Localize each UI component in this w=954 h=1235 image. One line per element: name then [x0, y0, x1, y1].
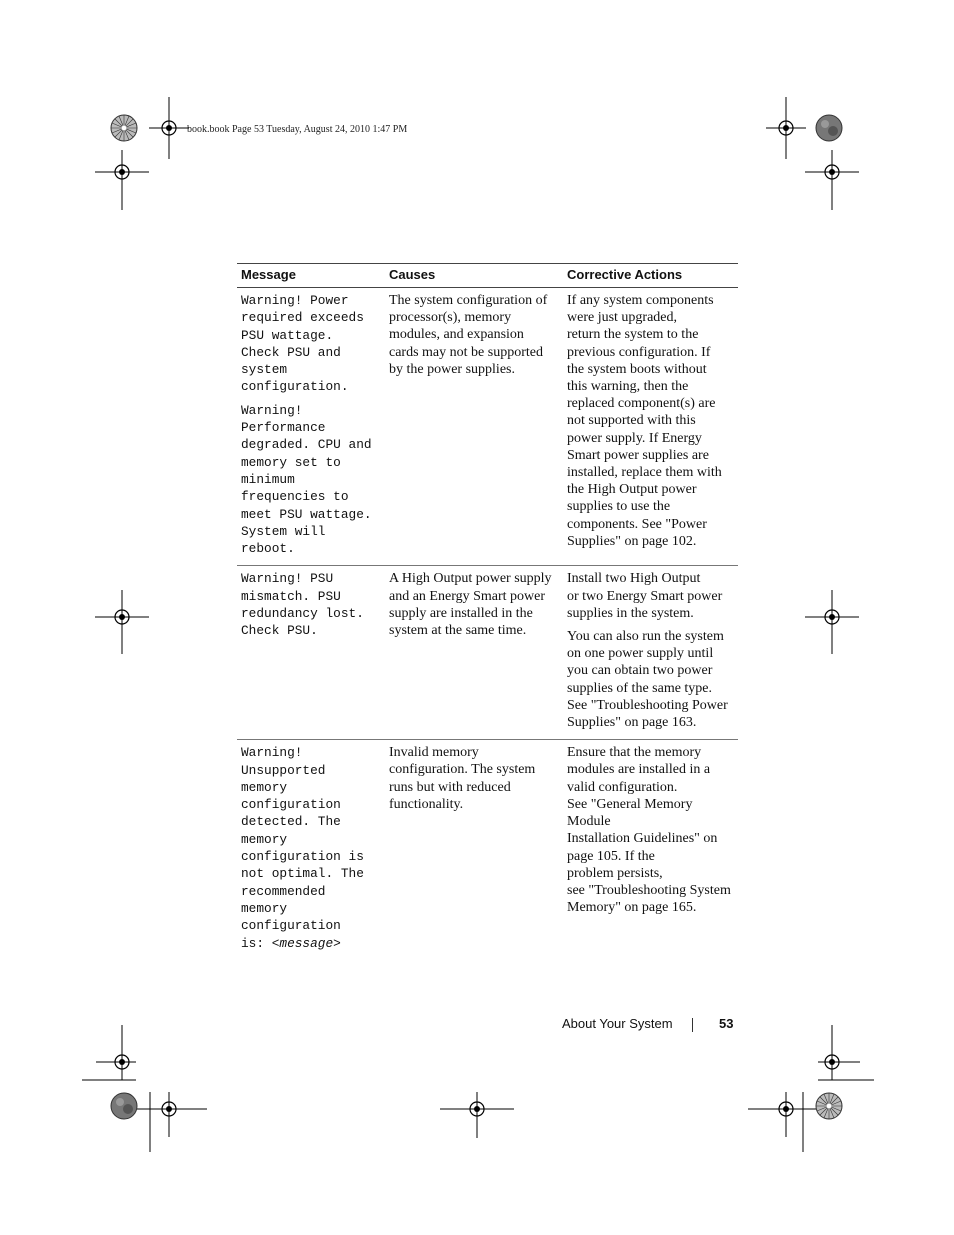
action-text: Ensure that the memory modules are installed in a valid configuration. See "General Memory Module Installation Guidelines" on page 105. If the problem persists, see "Troubleshooting System Memory" on page 165. [567, 745, 731, 916]
action-text: If any system components were just upgraded, return the system to the previous configuration. If the system boots without this warning, then the replaced component(s) are not supported with this power supply. If Energy Smart power supplies are installed, replace them with the High Output power supplies to use the components. See "Power Supplies" on page 102. [567, 293, 722, 549]
action-cell [563, 566, 738, 740]
cause-cell [385, 566, 563, 740]
print-slug: book.book Page 53 Tuesday, August 24, 2010 1:47 PM [187, 124, 408, 135]
registration-target-icon [818, 1025, 874, 1083]
message-text: Warning! PSU mismatch. PSU redundancy lost. Check PSU. [241, 571, 364, 639]
message-variable: <message> [271, 935, 341, 951]
column-header-message: Message [237, 264, 385, 288]
table-row [237, 740, 738, 960]
message-cell [237, 288, 385, 566]
action-cell [563, 288, 738, 566]
color-wheel-icon [815, 1092, 843, 1120]
cause-text: Invalid memory configuration. The system runs but with reduced functionality. [389, 745, 536, 812]
registration-target-icon [440, 1092, 514, 1138]
registration-target-icon [82, 1025, 136, 1083]
cause-text: A High Output power supply and an Energy Smart power supply are installed in the system at the same time. [389, 571, 552, 639]
action-text: Install two High Output or two Energy Smart power supplies in the system. [567, 571, 723, 621]
registration-target-icon [95, 590, 149, 654]
column-header-causes: Causes [385, 264, 563, 288]
registration-target-icon [131, 1092, 207, 1152]
footer-divider [692, 1018, 693, 1032]
registration-target-icon [805, 150, 859, 210]
table-row [237, 288, 738, 566]
registration-target-icon [95, 150, 149, 210]
halftone-disc-icon [815, 114, 843, 142]
message-table [237, 263, 738, 960]
message-text: Warning! Performance degraded. CPU and memory set to minimum frequencies to meet PSU wattage. System will reboot. [241, 402, 372, 557]
column-header-corrective-actions: Corrective Actions [563, 264, 738, 288]
table-row [237, 566, 738, 740]
page-number: 53 [719, 1016, 734, 1031]
registration-target-icon [149, 97, 189, 159]
message-text: Warning! Power required exceeds PSU wattage. Check PSU and system configuration. [241, 293, 364, 395]
message-text-body: Warning! Unsupported memory configuration detected. The memory configuration is not optimal. The recommended memory configuration is: [241, 745, 364, 951]
registration-target-icon [748, 1092, 824, 1152]
message-cell [237, 566, 385, 740]
color-wheel-icon [110, 114, 138, 142]
message-text [241, 744, 381, 952]
footer-section-title: About Your System [562, 1016, 673, 1031]
halftone-disc-icon [110, 1092, 138, 1120]
cause-text: The system configuration of processor(s), memory modules, and expansion cards may not be supported by the power supplies. [389, 293, 548, 377]
cause-cell [385, 740, 563, 960]
message-cell [237, 740, 385, 960]
table-header-row [237, 264, 738, 288]
registration-target-icon [766, 97, 806, 159]
registration-target-icon [805, 590, 859, 654]
cause-cell [385, 288, 563, 566]
page-footer [562, 1016, 734, 1031]
action-cell [563, 740, 738, 960]
action-text: You can also run the system on one power supply until you can obtain two power supplies of the same type. See "Troubleshooting Power Supplies" on page 163. [567, 629, 728, 731]
